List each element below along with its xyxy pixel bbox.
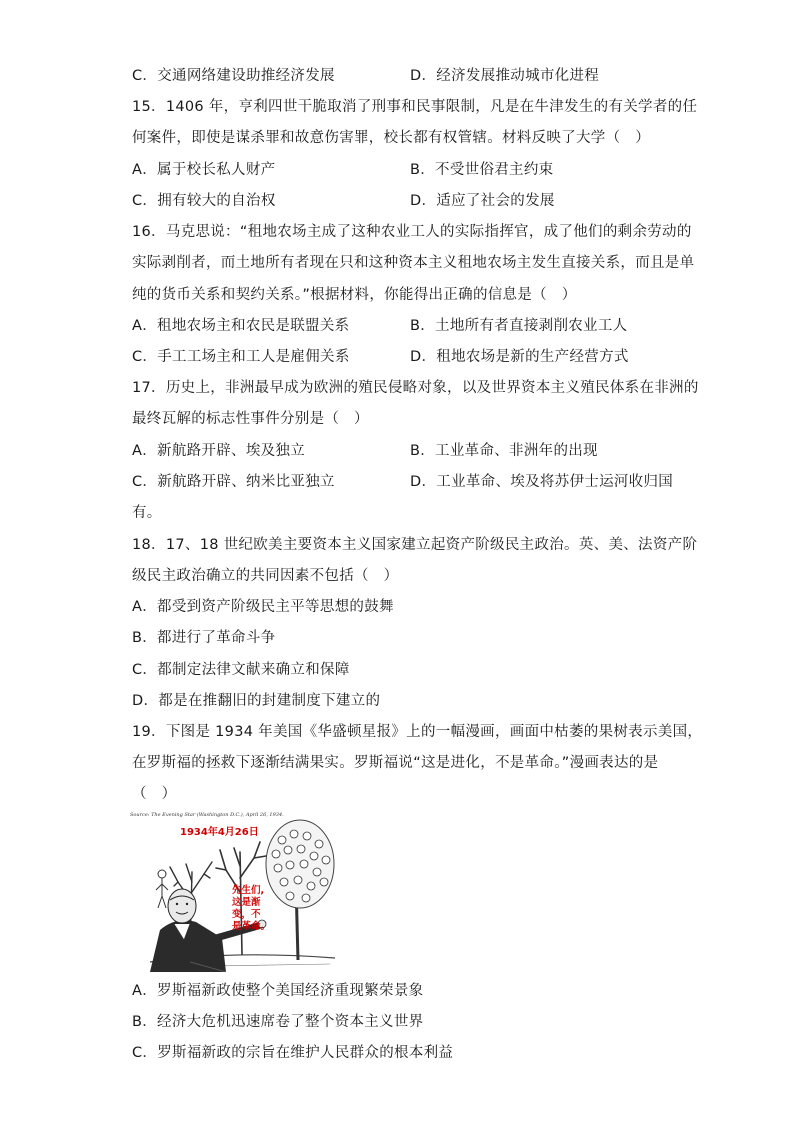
q19-option-c: C．罗斯福新政的宗旨在维护人民群众的根本利益 [132,1045,454,1061]
cartoon-caption-line-1: 先生们, [232,885,265,896]
cartoon-caption-line-2: 这是渐 [232,897,261,908]
q16-option-a: A．租地农场主和农民是联盟关系 [132,318,350,334]
q18-option-d: D．都是在推翻旧的封建制度下建立的 [132,693,381,709]
q17-option-d: D．工业革命、埃及将苏伊士运河收归国 [410,474,674,490]
q15-stem-line-1: 15．1406 年，亨利四世干脆取消了刑事和民事限制，凡是在牛津发生的有关学者的任 [132,99,698,115]
q19-stem-line-2: 在罗斯福的拯救下逐渐结满果实。罗斯福说“这是进化，不是革命。”漫画表达的是 [132,755,659,771]
q17-option-c: C．新航路开辟、纳米比亚独立 [132,474,335,490]
q16-stem-line-1: 16．马克思说：“租地农场主成了这种农业工人的实际指挥官，成了他们的剩余劳动的 [132,224,692,240]
q17-option-d-wrap: 有。 [132,505,162,521]
q14-option-d: D．经济发展推动城市化进程 [410,68,600,84]
cartoon-caption-line-3: 变，不 [232,909,261,920]
q15-option-c: C．拥有较大的自治权 [132,193,276,209]
q19-stem-line-3: （ ） [132,786,177,802]
q18-stem-line-1: 18．17、18 世纪欧美主要资本主义国家建立起资产阶级民主政治。英、美、法资产阶 [132,537,698,553]
q15-option-a: A．属于校长私人财产 [132,162,276,178]
q16-stem-line-2: 实际剥削者，而土地所有者现在只和这种资本主义租地农场主发生直接关系，而且是单 [132,255,695,271]
cartoon-date-label: 1934年4月26日 [180,827,259,838]
q17-option-b: B．工业革命、非洲年的出现 [410,443,598,459]
q16-stem-line-3: 纯的货币关系和契约关系。”根据材料，你能得出正确的信息是（ ） [132,287,577,303]
q19-option-b: B．经济大危机迅速席卷了整个资本主义世界 [132,1014,424,1030]
cartoon-caption-line-4: 是革命。 [232,921,271,932]
q14-option-c: C．交通网络建设助推经济发展 [132,68,335,84]
q17-stem-line-2: 最终瓦解的标志性事件分别是（ ） [132,411,369,427]
cartoon-source-line: Source: The Evening Star (Washington D.C.), April 26, 1934. [130,812,284,818]
q15-stem-line-2: 何案件，即使是谋杀罪和故意伤害罪，校长都有权管辖。材料反映了大学（ ） [132,130,650,146]
q18-option-b: B．都进行了革命斗争 [132,630,276,646]
q15-option-b: B．不受世俗君主约束 [410,162,554,178]
q16-option-c: C．手工工场主和工人是雇佣关系 [132,349,350,365]
q15-option-d: D．适应了社会的发展 [410,193,555,209]
q16-option-d: D．租地农场是新的生产经营方式 [410,349,629,365]
q17-stem-line-1: 17．历史上，非洲最早成为欧洲的殖民侵略对象，以及世界资本主义殖民体系在非洲的 [132,380,699,396]
q19-stem-line-1: 19．下图是 1934 年美国《华盛顿星报》上的一幅漫画，画面中枯萎的果树表示美国， [132,724,703,740]
q16-option-b: B．土地所有者直接剥削农业工人 [410,318,628,334]
q18-stem-line-2: 级民主政治确立的共同因素不包括（ ） [132,568,399,584]
q18-option-c: C．都制定法律文献来确立和保障 [132,662,350,678]
q17-option-a: A．新航路开辟、埃及独立 [132,443,306,459]
q19-option-a: A．罗斯福新政使整个美国经济重现繁荣景象 [132,983,424,999]
q18-option-a: A．都受到资产阶级民主平等思想的鼓舞 [132,599,394,615]
